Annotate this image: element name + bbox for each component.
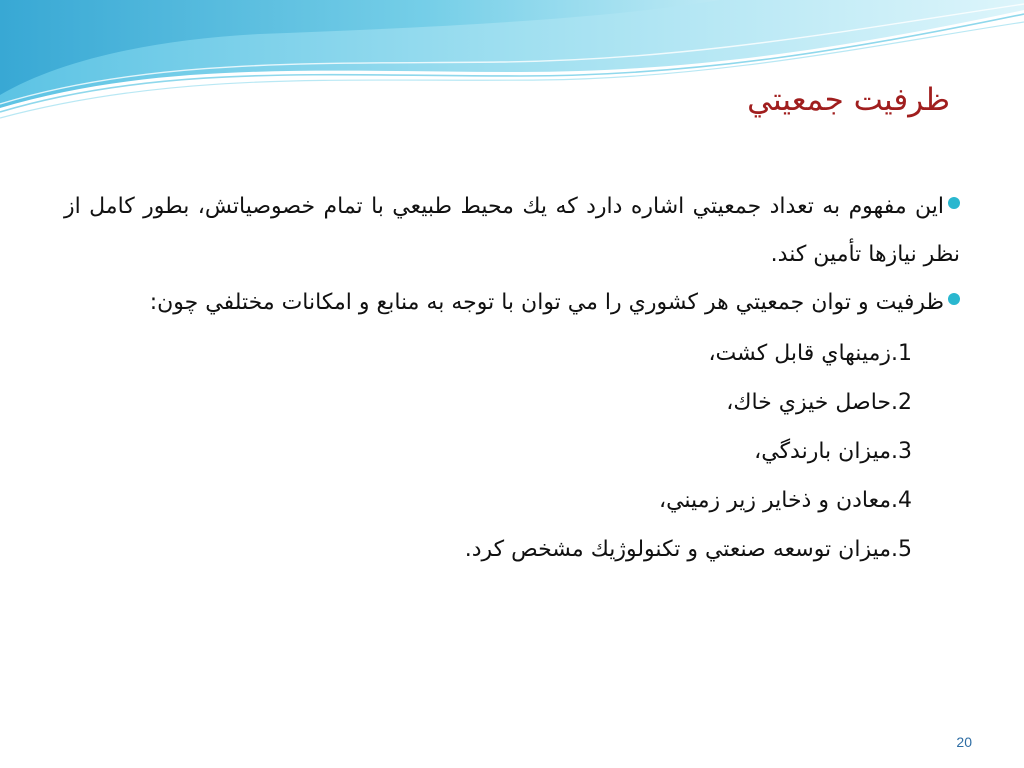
bullet-text: ظرفيت و توان جمعيتي هر كشوري را مي توان با توجه به منابع و امكانات مختلفي چون: [149,290,944,315]
slide-content [64,183,960,574]
numbered-list [64,329,960,574]
bullet-item [64,279,960,327]
list-item: 3.ميزان بارندگي، [754,439,912,464]
list-item: 1.زمينهاي قابل كشت، [708,341,912,366]
list-item: 5.ميزان توسعه صنعتي و تكنولوژيك مشخص كرد. [464,537,912,562]
slide-title: ظرفيت جمعيتي [747,82,950,118]
bullet-item [64,183,960,279]
bullet-dot-icon [948,197,960,209]
list-item: 2.حاصل خيزي خاك، [726,390,912,415]
bullet-dot-icon [948,293,960,305]
slide-number: 20 [956,734,972,750]
list-item: 4.معادن و ذخاير زير زميني، [658,488,912,513]
bullet-text: اين مفهوم به تعداد جمعيتي اشاره دارد كه يك محيط طبيعي با تمام خصوصياتش، بطور كامل از نظر نيازها تأمين كند. [64,194,960,267]
